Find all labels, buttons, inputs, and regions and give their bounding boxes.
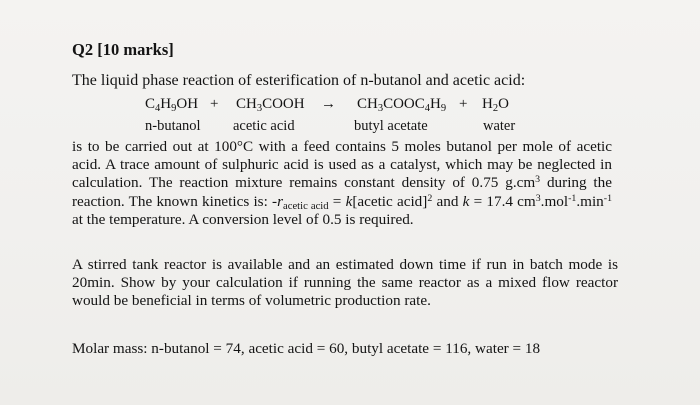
- name-butyl-acetate: butyl acetate: [354, 118, 428, 134]
- product-butyl-acetate-formula: $CH_3COOC_4H_9$: [357, 96, 447, 114]
- molar-mass-line: Molar mass: n-butanol = 74, acetic acid = 60, butyl acetate = 116, water = 18: [72, 340, 541, 357]
- plus-sign: +: [210, 96, 219, 112]
- reactant-butanol-formula: $C_4H_9OH$: [145, 96, 199, 114]
- task-paragraph: A stirred tank reactor is available and an estimated down time if run in batch mode is 20min. Show by your calculation if running the same reactor as a mixed flow reactor would be beneficial in terms of volumetric production rate.: [72, 256, 618, 310]
- reaction-arrow: →: [321, 96, 336, 112]
- question-heading: Q2 [10 marks]: [72, 40, 174, 59]
- name-n-butanol: n-butanol: [145, 118, 201, 134]
- intro-text: The liquid phase reaction of esterification of n-butanol and acetic acid:: [72, 72, 526, 89]
- reactant-acetic-acid-formula: $CH_3COOH$: [236, 96, 305, 114]
- plus-sign: +: [459, 96, 468, 112]
- product-water-formula: $H_2O$: [482, 96, 509, 114]
- problem-conditions-paragraph: is to be carried out at 100°C with a feed contains 5 moles butanol per mole of acetic acid. A trace amount of sulphuric acid is used as a catalyst, which may be neglected in calculation. The reaction mixture remains constant density of 0.75 $g.cm^3$ during the reaction. The known kinetics is: $-r_{acetic acid}$ = k[acetic acid]$^2$ and k = 17.4 $cm^3.mol^{-1}.\min^{-1}$ at the temperature. A conversion level of 0.5 is required.: [72, 138, 613, 228]
- name-acetic-acid: acetic acid: [233, 118, 295, 134]
- name-water: water: [483, 118, 516, 134]
